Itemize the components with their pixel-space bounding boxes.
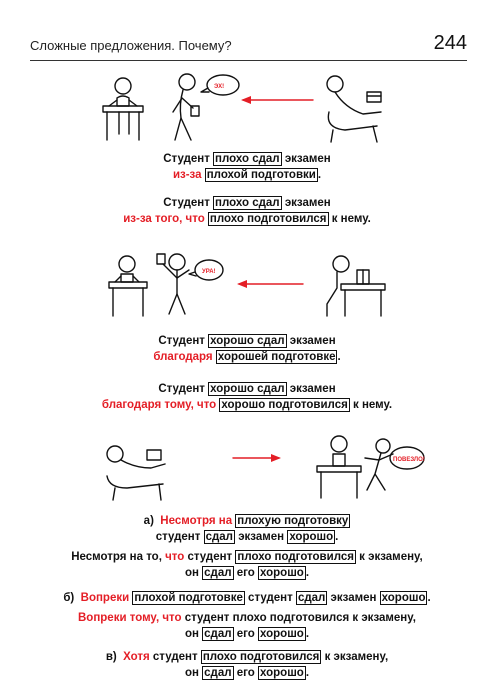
happy-student-figure (157, 254, 189, 314)
speech-bubble (189, 260, 223, 280)
sentence-4-line-2: благодаря тому, что хорошо подготовился к нему. (101, 399, 393, 411)
illustration-lucky-exam (95, 424, 425, 504)
relaxed-student-figure (327, 76, 381, 142)
example-a-line-1: а) Несмотря на плохую подготовку (143, 515, 349, 527)
sentence-3-line-2: благодаря хорошей подготовке . (153, 351, 341, 363)
page-header (30, 32, 467, 60)
example-b-line-2: Вопреки тому, что студент плохо подготовился к экзамену, (78, 612, 416, 624)
sentence-1-line-1: Студент плохо сдал экзамен (163, 153, 331, 165)
svg-text:ПОВЕЗЛО!: ПОВЕЗЛО! (393, 457, 425, 463)
illustration-good-exam (105, 244, 395, 322)
page-title: Сложные предложения. Почему? (30, 38, 232, 53)
svg-text:УРА!: УРА! (202, 269, 216, 275)
speech-bubble (201, 75, 239, 95)
example-a-line-4: он сдал его хорошо . (184, 567, 310, 579)
example-c-line-2: он сдал его хорошо . (184, 667, 310, 679)
student-at-desk-figure (109, 256, 147, 316)
example-a-line-3: Несмотря на то, что студент плохо подготовился к экзамену, (71, 551, 423, 563)
sad-student-figure (173, 74, 199, 140)
header-divider (30, 60, 467, 61)
example-a-line-2: студент сдал экзамен хорошо . (155, 531, 339, 543)
student-at-desk-figure (103, 78, 143, 140)
sentence-2-line-2: из-за того, что плохо подготовился к нему. (123, 213, 371, 225)
lucky-student-figure (365, 439, 393, 490)
example-b-line-3: он сдал его хорошо . (184, 628, 310, 640)
illustration-bad-exam (95, 68, 395, 146)
example-c-line-1: в) Хотя студент плохо подготовился к экзамену, (105, 651, 389, 663)
svg-text:ЭХ!: ЭХ! (214, 84, 225, 90)
sentence-1-line-2: из-за плохой подготовки . (172, 169, 322, 181)
sentence-4-line-1: Студент хорошо сдал экзамен (158, 383, 336, 395)
example-b-line-1: б) Вопреки плохой подготовке студент сдал экзамен хорошо . (63, 592, 431, 604)
student-at-desk-figure (317, 436, 361, 498)
sentence-2-line-1: Студент плохо сдал экзамен (163, 197, 331, 209)
relaxed-student-figure (107, 446, 165, 500)
speech-bubble (390, 447, 425, 469)
studying-student-figure (327, 256, 385, 316)
page-number: 244 (433, 32, 467, 54)
sentence-3-line-1: Студент хорошо сдал экзамен (158, 335, 336, 347)
